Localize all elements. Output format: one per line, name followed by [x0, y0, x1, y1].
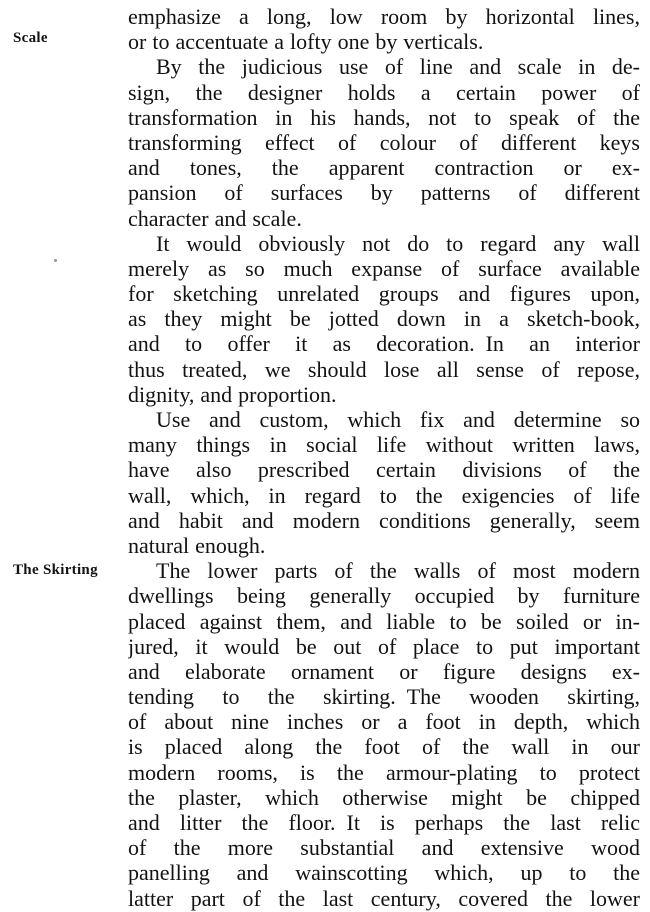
- margin-note-the-skirting: The Skirting: [13, 562, 98, 578]
- text-line: of the more substantial and extensive wood: [128, 835, 640, 861]
- text-line: for sketching unrelated groups and figures upon,: [128, 281, 640, 307]
- text-line: merely as so much expanse of surface available: [128, 255, 640, 281]
- text-line: natural enough.: [128, 532, 266, 558]
- text-line: and to offer it as decoration. In an interior: [128, 331, 640, 357]
- text-line: modern rooms, is the armour-plating to protect: [128, 759, 640, 785]
- text-line: pansion of surfaces by patterns of different: [128, 180, 640, 206]
- text-line: is placed along the foot of the wall in our: [128, 734, 640, 760]
- paragraph: [128, 558, 640, 911]
- text-column: [128, 4, 640, 911]
- text-line: dwellings being generally occupied by furniture: [128, 583, 640, 609]
- text-line: It would obviously not do to regard any wall: [156, 230, 640, 256]
- text-line: wall, which, in regard to the exigencies of life: [128, 482, 640, 508]
- paragraph: [128, 231, 640, 407]
- margin-note-scale: Scale: [13, 30, 48, 46]
- text-line: transforming effect of colour of different keys: [128, 129, 640, 155]
- text-line: the plaster, which otherwise might be chipped: [128, 784, 640, 810]
- text-line: emphasize a long, low room by horizontal lines,: [128, 4, 640, 29]
- text-line: sign, the designer holds a certain power of: [128, 79, 640, 105]
- text-line: tending to the skirting. The wooden skirting,: [128, 684, 640, 710]
- text-line: and litter the floor. It is perhaps the last relic: [128, 810, 640, 835]
- text-line: have also prescribed certain divisions of the: [128, 457, 640, 483]
- text-line: of about nine inches or a foot in depth, which: [128, 709, 640, 735]
- text-line: and tones, the apparent contraction or ex-: [128, 155, 640, 181]
- scan-artifact: [54, 259, 57, 262]
- text-line: many things in social life without written laws,: [128, 432, 640, 458]
- text-line: The lower parts of the walls of most modern: [156, 558, 640, 584]
- text-line: panelling and wainscotting which, up to the: [128, 860, 640, 886]
- text-line: placed against them, and liable to be soiled or in-: [128, 608, 640, 634]
- paragraph: [128, 54, 640, 230]
- text-line: and elaborate ornament or figure designs ex-: [128, 658, 640, 684]
- text-line: dignity, and proportion.: [128, 381, 337, 407]
- text-line: and habit and modern conditions generally, seem: [128, 507, 640, 533]
- text-line: or to accentuate a lofty one by verticals.: [128, 29, 484, 55]
- text-line: latter part of the last century, covered the lower: [128, 885, 640, 911]
- text-line: Use and custom, which fix and determine so: [156, 407, 640, 432]
- paragraph: [128, 407, 640, 558]
- text-line: as they might be jotted down in a sketch-book,: [128, 306, 640, 332]
- text-line: By the judicious use of line and scale in de-: [156, 54, 640, 80]
- text-line: thus treated, we should lose all sense of repose,: [128, 356, 640, 382]
- text-line: jured, it would be out of place to put important: [128, 633, 640, 659]
- text-line: character and scale.: [128, 205, 302, 231]
- paragraph: [128, 4, 640, 54]
- text-line: transformation in his hands, not to speak of the: [128, 104, 640, 130]
